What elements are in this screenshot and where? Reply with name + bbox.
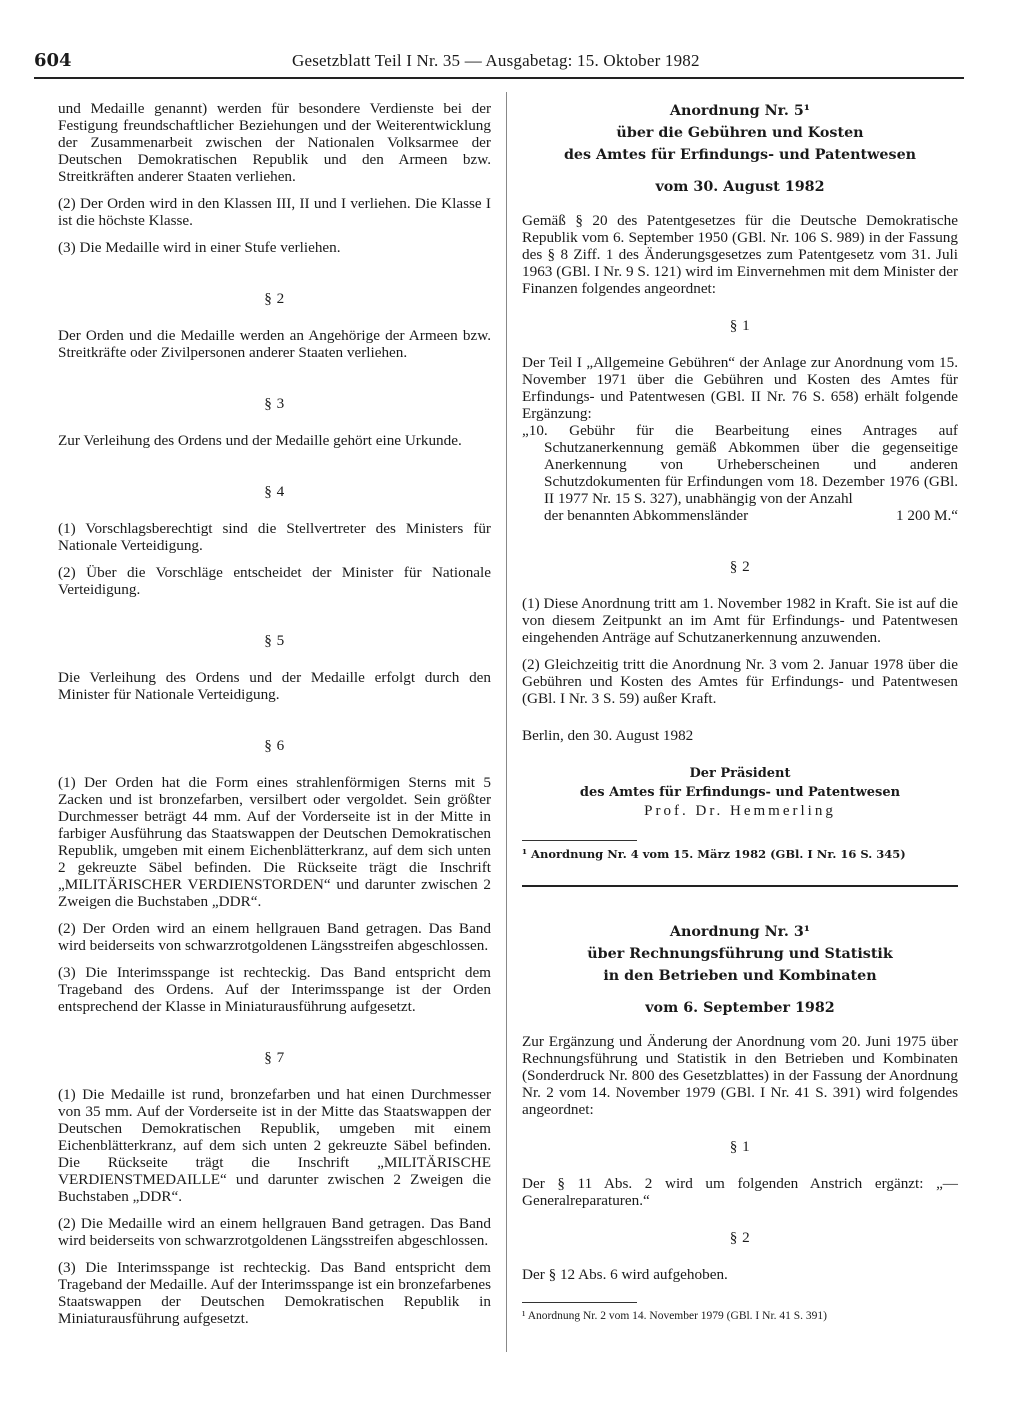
paragraph: Zur Verleihung des Ordens und der Medaille gehört eine Urkunde. bbox=[58, 432, 462, 449]
section-heading: § 3 bbox=[264, 395, 285, 412]
ordinance-title: über Rechnungsführung und Statistik bbox=[587, 946, 893, 962]
paragraph: und Medaille genannt) werden für besondere Verdienste bei der Festigung freundschaftlicher Beziehungen und der Weiterentwicklung der Zusammenarbeit zwischen der Nationalen Volksarmee der Deutschen Demokratischen Republik und den Armeen bzw. Streitkräften anderer Staaten verliehen. bbox=[58, 100, 491, 185]
signature-name: Prof. Dr. Hemmerling bbox=[644, 803, 836, 819]
section-heading: § 2 bbox=[264, 290, 285, 307]
place-date: Berlin, den 30. August 1982 bbox=[522, 727, 694, 744]
column-divider bbox=[506, 92, 507, 1352]
paragraph: (2) Der Orden wird an einem hellgrauen Band getragen. Das Band wird beiderseits von schwarzrotgoldenen Längsstreifen abgeschlossen. bbox=[58, 920, 491, 954]
ordinance-title: Anordnung Nr. 5¹ bbox=[669, 103, 811, 119]
section-heading: § 4 bbox=[264, 483, 285, 500]
fee-amount: 1 200 M.“ bbox=[895, 507, 958, 524]
section-heading: § 2 bbox=[729, 1229, 751, 1246]
paragraph: Der § 12 Abs. 6 wird aufgehoben. bbox=[522, 1266, 728, 1283]
page-header bbox=[34, 50, 974, 76]
footnote-rule bbox=[522, 840, 637, 841]
paragraph: (2) Der Orden wird in den Klassen III, II und I verliehen. Die Klasse I ist die höchste Klasse. bbox=[58, 195, 491, 229]
paragraph: Der Teil I „Allgemeine Gebühren“ der Anlage zur Anordnung vom 15. November 1971 über die Gebühren und Kosten des Amtes für Erfindungs- und Patentwesen (GBl. II Nr. 76 S. 658) erhält folgende Ergänzung: bbox=[522, 354, 958, 422]
section-heading: § 2 bbox=[729, 558, 751, 575]
fee-item: „10. Gebühr für die Bearbeitung eines Antrages auf Schutzanerkennung gemäß Abkommen über die gegenseitige Anerkennung von Urheberscheinen und anderen Schutzdokumenten für Erfindungen vom 18. Dezember 1976 (GBl. II 1977 Nr. 15 S. 327), unabhängig von der Anzahl bbox=[522, 422, 958, 507]
ordinance-title: in den Betrieben und Kombinaten bbox=[603, 968, 877, 984]
ordinance-title: über die Gebühren und Kosten bbox=[616, 125, 864, 141]
section-heading: § 6 bbox=[264, 737, 285, 754]
paragraph: Der § 11 Abs. 2 wird um folgenden Anstrich ergänzt: „— Generalreparaturen.“ bbox=[522, 1175, 958, 1209]
signature-title: des Amtes für Erfindungs- und Patentwesen bbox=[579, 785, 901, 800]
footnote-rule bbox=[522, 1302, 637, 1303]
paragraph: (2) Die Medaille wird an einem hellgrauen Band getragen. Das Band wird beiderseits von schwarzrotgoldenen Längsstreifen abgeschlossen. bbox=[58, 1215, 491, 1249]
fee-item-last-line bbox=[522, 507, 958, 524]
fee-item-countries: der benannten Abkommensländer bbox=[544, 507, 749, 524]
paragraph: (3) Die Interimsspange ist rechteckig. Das Band entspricht dem Trageband der Medaille. Auf der Interimsspange ist ein bronzefarbenes Staatswappen der Deutschen Demokratischen Republik in Miniaturausführung aufgesetzt. bbox=[58, 1259, 491, 1327]
paragraph: (1) Diese Anordnung tritt am 1. November 1982 in Kraft. Sie ist auf die von diesem Zeitpunkt an im Amt für Erfindungs- und Patentwesen eingehenden Anträge auf Schutzanerkennung anzuwenden. bbox=[522, 595, 958, 646]
ordinance-date: vom 6. September 1982 bbox=[645, 1000, 835, 1016]
section-divider bbox=[522, 885, 958, 887]
section-heading: § 1 bbox=[729, 317, 751, 334]
section-heading: § 7 bbox=[264, 1049, 285, 1066]
ordinance-title: Anordnung Nr. 3¹ bbox=[669, 924, 811, 940]
running-head: Gesetzblatt Teil I Nr. 35 — Ausgabetag: 15. Oktober 1982 bbox=[292, 51, 700, 70]
left-column bbox=[58, 100, 491, 1327]
ordinance-date: vom 30. August 1982 bbox=[655, 179, 825, 195]
header-rule bbox=[34, 77, 964, 79]
page-number: 604 bbox=[34, 50, 72, 71]
paragraph: (2) Gleichzeitig tritt die Anordnung Nr. 3 vom 2. Januar 1978 über die Gebühren und Kosten des Amtes für Erfindungs- und Patentwesen (GBl. I Nr. 3 S. 59) außer Kraft. bbox=[522, 656, 958, 707]
paragraph: (1) Der Orden hat die Form eines strahlenförmigen Sterns mit 5 Zacken und ist bronzefarben, versilbert oder vergoldet. Sein größter Durchmesser beträgt 44 mm. Auf der Vorderseite ist in der Mitte in farbiger Ausführung das Staatswappen der Deutschen Demokratischen Republik, umgeben mit einem Eichenblätterkranz, auf dem sich unten 2 gekreuzte Säbel befinden. Die Rückseite trägt die Inschrift „MILITÄRISCHER VERDIENSTORDEN“ und darunter zwischen 2 Zweigen die Buchstaben „DDR“. bbox=[58, 774, 491, 910]
paragraph: (3) Die Interimsspange ist rechteckig. Das Band entspricht dem Trageband des Ordens. Auf der Interimsspange ist der Orden entsprechend der Klasse in Miniaturausführung aufgesetzt. bbox=[58, 964, 491, 1015]
paragraph: (2) Über die Vorschläge entscheidet der Minister für Nationale Verteidigung. bbox=[58, 564, 491, 598]
section-heading: § 1 bbox=[729, 1138, 751, 1155]
paragraph: (1) Die Medaille ist rund, bronzefarben und hat einen Durchmesser von 35 mm. Auf der Vorderseite ist in der Mitte das Staatswappen der Deutschen Demokratischen Republik, umgeben mit einem Eichenblätterkranz, auf dem sich unten 2 gekreuzte Säbel befinden. Die Rückseite trägt die Inschrift „MILITÄRISCHE VERDIENSTMEDAILLE“ und darunter zwischen 2 Zweigen die Buchstaben „DDR“. bbox=[58, 1086, 491, 1205]
signature-title: Der Präsident bbox=[689, 766, 791, 781]
paragraph: Der Orden und die Medaille werden an Angehörige der Armeen bzw. Streitkräfte oder Zivilpersonen anderer Staaten verliehen. bbox=[58, 327, 491, 361]
ordinance-title: des Amtes für Erfindungs- und Patentwesen bbox=[563, 147, 917, 163]
right-column bbox=[522, 100, 958, 1323]
paragraph: Gemäß § 20 des Patentgesetzes für die Deutsche Demokratische Republik vom 6. September 1950 (GBl. Nr. 106 S. 989) in der Fassung des § 8 Ziff. 1 des Änderungsgesetzes zum Patentgesetz vom 31. Juli 1963 (GBl. I Nr. 9 S. 121) wird im Einvernehmen mit dem Minister der Finanzen folgendes angeordnet: bbox=[522, 212, 958, 297]
footnote: ¹ Anordnung Nr. 2 vom 14. November 1979 (GBl. I Nr. 41 S. 391) bbox=[522, 1310, 827, 1322]
paragraph: (1) Vorschlagsberechtigt sind die Stellvertreter des Ministers für Nationale Verteidigung. bbox=[58, 520, 491, 554]
section-heading: § 5 bbox=[264, 632, 285, 649]
footnote: ¹ Anordnung Nr. 4 vom 15. März 1982 (GBl. I Nr. 16 S. 345) bbox=[522, 847, 906, 861]
paragraph: (3) Die Medaille wird in einer Stufe verliehen. bbox=[58, 239, 341, 256]
paragraph: Die Verleihung des Ordens und der Medaille erfolgt durch den Minister für Nationale Verteidigung. bbox=[58, 669, 491, 703]
paragraph: Zur Ergänzung und Änderung der Anordnung vom 20. Juni 1975 über Rechnungsführung und Statistik in den Betrieben und Kombinaten (Sonderdruck Nr. 800 des Gesetzblattes) in der Fassung der Anordnung Nr. 2 vom 14. November 1979 (GBl. I Nr. 41 S. 391) wird folgendes angeordnet: bbox=[522, 1033, 958, 1118]
